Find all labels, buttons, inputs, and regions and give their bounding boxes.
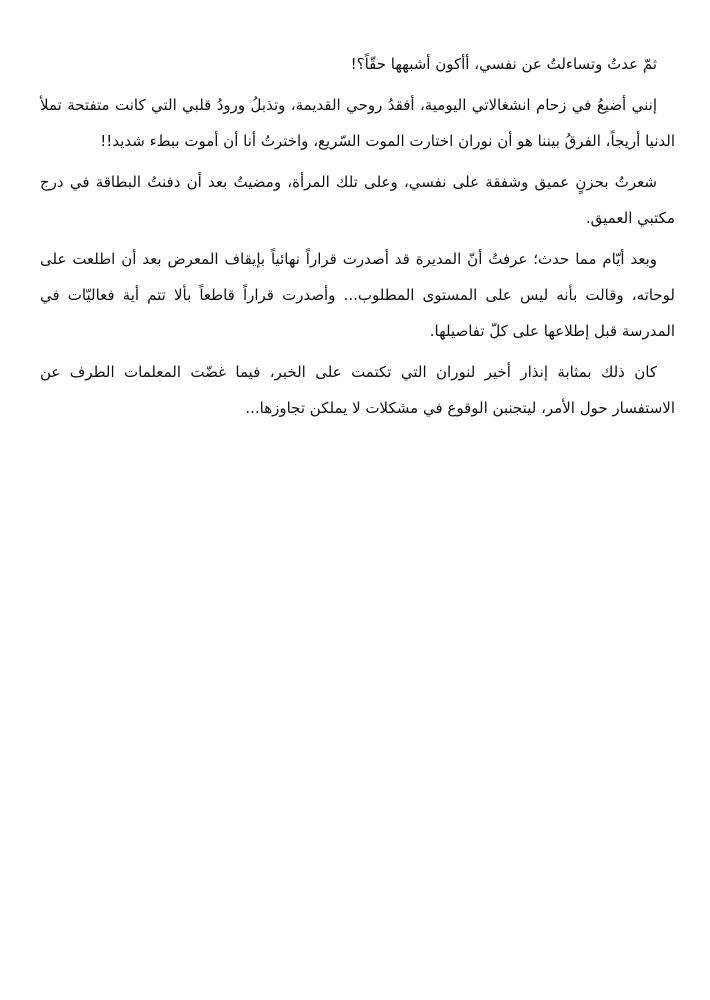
paragraph-2: إنني أضيعُ في زحام انشغالاتي اليومية، أفقدُ روحي القديمة، وتذبلُ ورودُ قلبي التي كانت متفتحة تملأ الدنيا أريجاً، الفرقُ بيننا هو أن نوران اختارت الموت السّريع، واخترتُ أنا أن أموت ببطء شديد!! [40,96,675,150]
document-body [40,46,675,431]
paragraph-5: كان ذلك بمثابة إنذار أخير لنوران التي تكتمت على الخبر، فيما غضّت المعلمات الطرف عن الاستفسار حول الأمر، ليتجنبن الوقوع في مشكلات لا يملكن تجاوزها... [40,363,675,417]
paragraph-1: ثمّ عدتُ وتساءلتُ عن نفسي، أأكون أشبهها حقّاً؟! [350,55,657,73]
paragraph-4: وبعد أيّام مما حدث؛ عرفتُ أنّ المديرة قد أصدرت قراراً نهائياً بإيقاف المعرض بعد أن اطلعت على لوحاته، وقالت بأنه ليس على المستوى المطلوب... وأصدرت قراراً قاطعاً بألا تتم أية فعاليّات في المدرسة قبل إطلاعها على كلّ تفاصيلها. [40,250,675,340]
paragraph-3: شعرتُ بحزنٍ عميق وشفقة على نفسي، وعلى تلك المرأة، ومضيتُ بعد أن دفنتُ البطاقة في درج مكتبي العميق. [40,173,675,227]
